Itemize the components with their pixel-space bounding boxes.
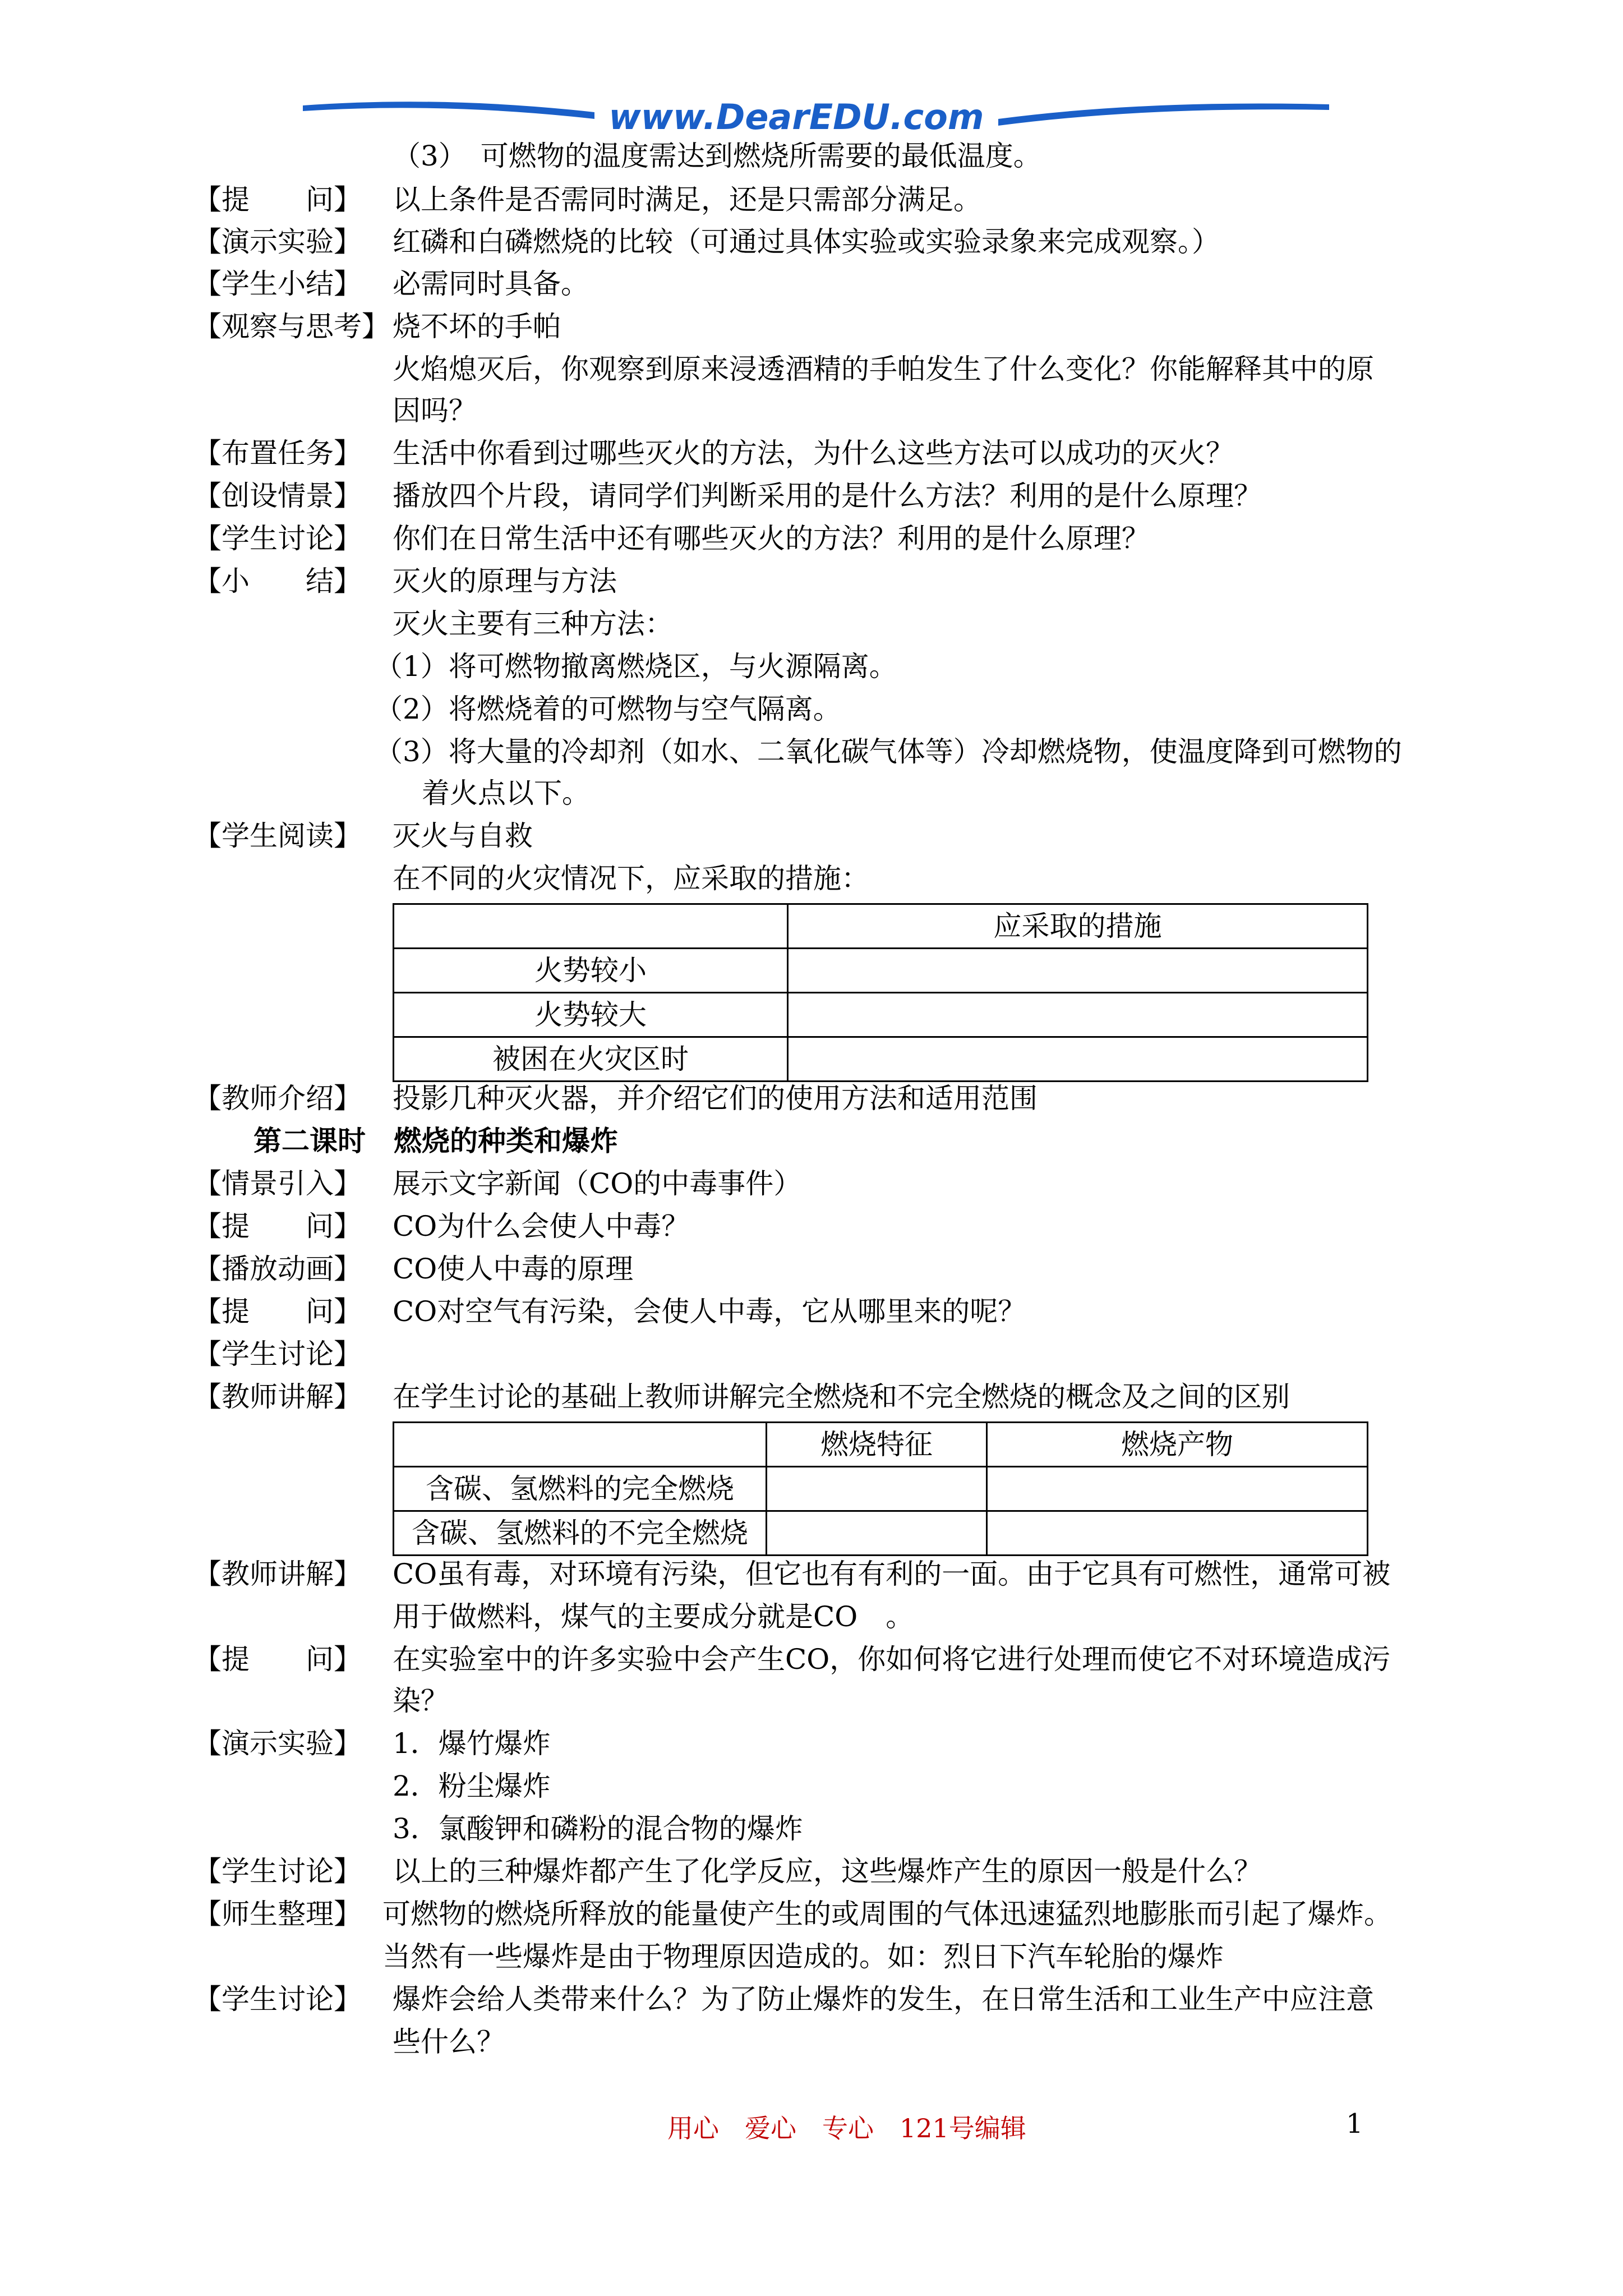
body-text: 投影几种灭火器，并介绍它们的使用方法和适用范围 [393, 1082, 1038, 1115]
body-text: CO为什么会使人中毒？ [393, 1210, 690, 1243]
tag-task: 【布置任务】 [193, 437, 362, 470]
body-text: 火焰熄灭后，你观察到原来浸透酒精的手帕发生了什么变化？你能解释其中的原 [393, 353, 1374, 385]
table-row [394, 904, 1368, 949]
section-heading: 第二课时 燃烧的种类和爆炸 [253, 1124, 618, 1157]
body-text: 染？ [393, 1685, 449, 1717]
body-text: 在实验室中的许多实验中会产生CO，你如何将它进行处理而使它不对环境造成污 [393, 1643, 1391, 1676]
table-header-cell: 燃烧特征 [767, 1423, 987, 1467]
table-row [394, 949, 1368, 993]
table-cell: 被困在火灾区时 [394, 1037, 788, 1082]
body-text: 你们在日常生活中还有哪些灭火的方法？利用的是什么原理？ [393, 522, 1150, 555]
tag-summary: 【学生小结】 [193, 268, 362, 300]
tag-question: 【提 问】 [193, 1210, 362, 1243]
body-text: 灭火与自救 [393, 820, 533, 852]
fire-measures-table [393, 903, 1368, 1082]
table-cell: 火势较小 [394, 949, 788, 993]
tag-organize: 【师生整理】 [193, 1898, 362, 1930]
body-text: 以上条件是否需同时满足，还是只需部分满足。 [393, 183, 981, 216]
body-text: 生活中你看到过哪些灭火的方法，为什么这些方法可以成功的灭火？ [393, 437, 1234, 470]
body-text: 在不同的火灾情况下，应采取的措施： [393, 862, 869, 895]
table-row [394, 1467, 1368, 1511]
tag-discussion: 【学生讨论】 [193, 522, 362, 555]
body-text: 播放四个片段，请同学们判断采用的是什么方法？利用的是什么原理？ [393, 480, 1262, 512]
tag-teacher-explain: 【教师讲解】 [193, 1558, 362, 1590]
combustion-table [393, 1421, 1368, 1556]
list-item: 1．爆竹爆炸 [393, 1727, 551, 1760]
list-item: 3．氯酸钾和磷粉的混合物的爆炸 [393, 1812, 803, 1845]
tag-intro: 【情景引入】 [193, 1167, 362, 1200]
tag-conclusion: 【小 结】 [193, 565, 362, 597]
body-text: CO使人中毒的原理 [393, 1253, 634, 1285]
table-cell [987, 1467, 1368, 1511]
table-cell: 火势较大 [394, 993, 788, 1037]
body-text: CO对空气有污染，会使人中毒，它从哪里来的呢？ [393, 1295, 1026, 1328]
table-row [394, 1423, 1368, 1467]
body-text: 在学生讨论的基础上教师讲解完全燃烧和不完全燃烧的概念及之间的区别 [393, 1381, 1290, 1413]
tag-teacher-explain: 【教师讲解】 [193, 1381, 362, 1413]
table-row [394, 993, 1368, 1037]
body-text: 爆炸会给人类带来什么？为了防止爆炸的发生，在日常生活和工业生产中应注意 [393, 1983, 1374, 2016]
tag-demo: 【演示实验】 [193, 226, 362, 258]
table-cell: 含碳、氢燃料的不完全燃烧 [394, 1511, 767, 1556]
page-number: 1 [1346, 2108, 1363, 2139]
tag-demo: 【演示实验】 [193, 1727, 362, 1760]
method-1: （1）将可燃物撤离燃烧区，与火源隔离。 [375, 650, 897, 683]
body-text: 当然有一些爆炸是由于物理原因造成的。如：烈日下汽车轮胎的爆炸 [382, 1940, 1224, 1973]
table-cell [767, 1511, 987, 1556]
tag-reading: 【学生阅读】 [193, 820, 362, 852]
method-2: （2）将燃烧着的可燃物与空气隔离。 [375, 693, 841, 725]
body-text: 用于做燃料，煤气的主要成分就是CO 。 [393, 1600, 914, 1633]
site-header-logo [303, 94, 1329, 145]
body-text: 烧不坏的手帕 [393, 310, 561, 343]
body-text: 可燃物的燃烧所释放的能量使产生的或周围的气体迅速猛烈地膨胀而引起了爆炸。 [382, 1898, 1392, 1930]
tag-discussion: 【学生讨论】 [193, 1338, 362, 1370]
table-header-cell: 燃烧产物 [987, 1423, 1368, 1467]
table-cell [788, 993, 1368, 1037]
tag-question: 【提 问】 [193, 183, 362, 216]
condition-3-text: （3） 可燃物的温度需达到燃烧所需要的最低温度。 [393, 140, 1041, 172]
table-row [394, 1037, 1368, 1082]
body-text: 因吗？ [393, 394, 477, 427]
table-cell [394, 1423, 767, 1467]
tag-scenario: 【创设情景】 [193, 480, 362, 512]
table-cell [987, 1511, 1368, 1556]
footer-text: 用心 爱心 专心 121号编辑 [667, 2113, 1026, 2143]
table-row [394, 1511, 1368, 1556]
table-cell [767, 1467, 987, 1511]
body-text: 展示文字新闻（CO的中毒事件） [393, 1167, 802, 1200]
body-text: 红磷和白磷燃烧的比较（可通过具体实验或实验录象来完成观察。） [393, 226, 1220, 258]
table-cell [394, 904, 788, 949]
table-cell [788, 1037, 1368, 1082]
tag-animation: 【播放动画】 [193, 1253, 362, 1285]
tag-question: 【提 问】 [193, 1643, 362, 1676]
table-cell [788, 949, 1368, 993]
header-swoosh-icon [303, 94, 1329, 145]
body-text: 灭火的原理与方法 [393, 565, 617, 597]
list-item: 2．粉尘爆炸 [393, 1770, 551, 1802]
table-header-cell: 应采取的措施 [788, 904, 1368, 949]
tag-discussion: 【学生讨论】 [193, 1983, 362, 2016]
body-text: 些什么？ [393, 2026, 505, 2058]
body-text: CO虽有毒，对环境有污染，但它也有有利的一面。由于它具有可燃性，通常可被 [393, 1558, 1391, 1590]
body-text: 必需同时具备。 [393, 268, 589, 300]
tag-observe: 【观察与思考】 [193, 310, 390, 343]
body-text: 灭火主要有三种方法： [393, 608, 673, 640]
tag-question: 【提 问】 [193, 1295, 362, 1328]
table-cell: 含碳、氢燃料的完全燃烧 [394, 1467, 767, 1511]
tag-discussion: 【学生讨论】 [193, 1855, 362, 1888]
body-text: 以上的三种爆炸都产生了化学反应，这些爆炸产生的原因一般是什么？ [393, 1855, 1262, 1888]
tag-teacher-intro: 【教师介绍】 [193, 1082, 362, 1115]
logo-text: www.DearEDU.com [608, 96, 984, 137]
body-text: 着火点以下。 [422, 777, 590, 809]
method-3: （3）将大量的冷却剂（如水、二氧化碳气体等）冷却燃烧物，使温度降到可燃物的 [375, 735, 1402, 768]
